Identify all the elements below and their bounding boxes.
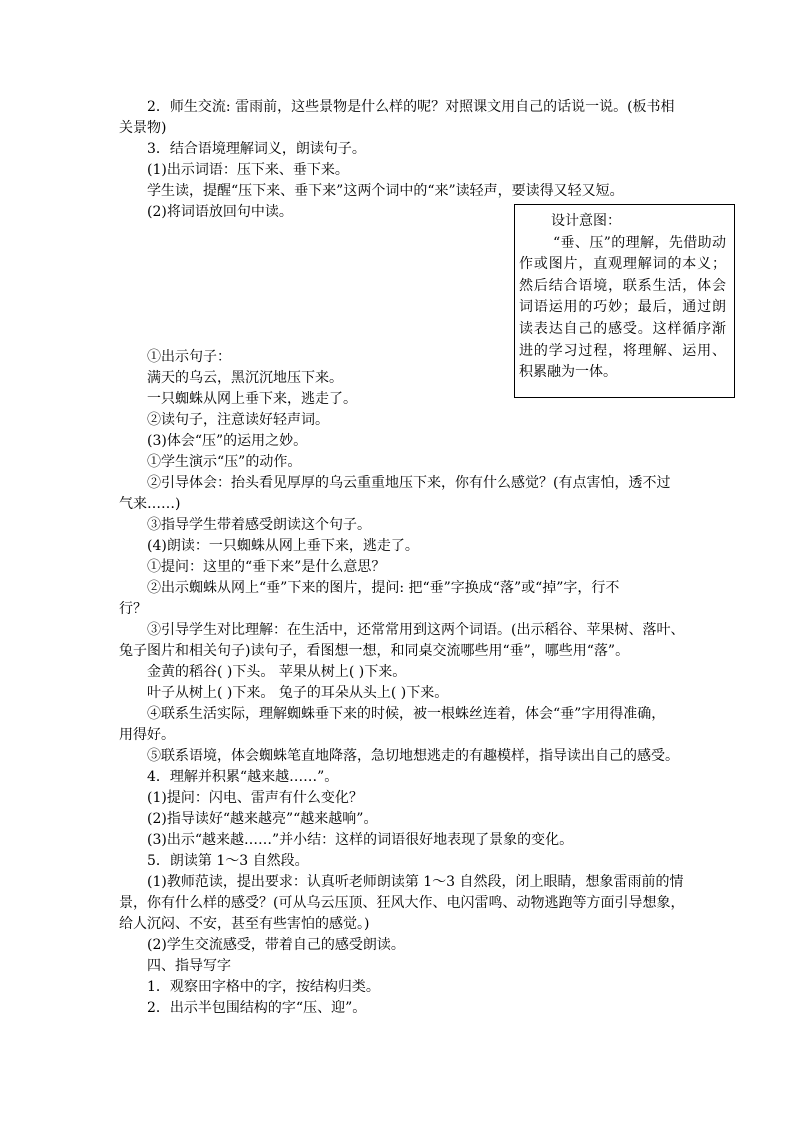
text-line: 5．朗读第 1～3 自然段。	[147, 853, 309, 869]
text-line: (1)提问：闪电、雷声有什么变化？	[147, 790, 363, 806]
text-line: ②出示蜘蛛从网上“垂”下来的图片，提问: 把“垂”字换成“落”或“掉”字，行不	[147, 580, 620, 596]
text-line: ②读句子，注意读好轻声词。	[147, 412, 329, 428]
text-line: 3．结合语境理解词义，朗读句子。	[147, 141, 366, 157]
text-line: 4．理解并积累“越来越……”。	[147, 769, 339, 785]
design-intent-title: 设计意图：	[551, 213, 621, 229]
text-line: 满天的乌云，黑沉沉地压下来。	[147, 370, 343, 386]
text-line: ①出示句子：	[147, 349, 231, 365]
text-line: ①学生演示“压”的动作。	[147, 454, 302, 470]
text-line: 景，你有什么样的感受？(可从乌云压顶、狂风大作、电闪雷鸣、动物逃跑等方面引导想象，	[119, 895, 685, 911]
text-line: ①提问：这里的“垂下来”是什么意思？	[147, 559, 386, 575]
text-line: 一只蜘蛛从网上垂下来，逃走了。	[147, 391, 357, 407]
text-line: (4)朗读：一只蜘蛛从网上垂下来，逃走了。	[147, 538, 419, 554]
text-line: 行？	[119, 601, 147, 617]
text-line: 兔子图片和相关句子)读句子，看图想一想，和同桌交流哪些用“垂”，哪些用“落”。	[119, 643, 630, 659]
section-heading: 四、指导写字	[147, 958, 231, 974]
text-line: 气来……)	[119, 496, 181, 512]
text-line: ④联系生活实际，理解蜘蛛垂下来的时候，被一根蛛丝连着，体会“垂”字用得准确，	[147, 706, 666, 722]
text-line: 关景物)	[119, 120, 167, 136]
text-line: (3)体会“压”的运用之妙。	[147, 433, 308, 449]
text-line: (1)出示词语：压下来、垂下来。	[147, 162, 349, 178]
text-line: ③指导学生带着感受朗读这个句子。	[147, 517, 371, 533]
text-line: (2)将词语放回句中读。	[147, 204, 293, 220]
fill-blank-line: 叶子从树上( )下来。 兔子的耳朵从头上( )下来。	[147, 685, 449, 701]
text-line: (2)指导读好“越来越亮”“越来越响”。	[147, 811, 378, 827]
text-line: 学生读，提醒“压下来、垂下来”这两个词中的“来”读轻声，要读得又轻又短。	[147, 183, 624, 199]
text-line: (3)出示“越来越……”并小结：这样的词语很好地表现了景象的变化。	[147, 832, 574, 848]
text-line: 给人沉闷、不安，甚至有些害怕的感觉。)	[119, 916, 370, 932]
text-line: ⑤联系语境，体会蜘蛛笔直地降落，急切地想逃走的有趣模样，指导读出自己的感受。	[147, 748, 679, 764]
fill-blank-line: 金黄的稻谷( )下头。 苹果从树上( )下来。	[147, 664, 407, 680]
text-line: 2．师生交流: 雷雨前，这些景物是什么样的呢？对照课文用自己的话说一说。(板书相	[147, 99, 675, 115]
design-intent-box	[514, 204, 735, 398]
text-line: 2．出示半包围结构的字“压、迎”。	[147, 1000, 367, 1016]
text-line: (2)学生交流感受，带着自己的感受朗读。	[147, 937, 405, 953]
text-line: ③引导学生对比理解：在生活中，还常常用到这两个词语。(出示稻谷、苹果树、落叶、	[147, 622, 685, 638]
design-intent-body: “垂、压”的理解，先借助动作或图片，直观理解词的本义；然后结合语境，联系生活，体会词语运用的巧妙；最后，通过朗读表达自己的感受。这样循序渐进的学习过程，将理解、运用、积累融为一体。	[519, 234, 726, 381]
text-line: ②引导体会：抬头看见厚厚的乌云重重地压下来，你有什么感觉？(有点害怕，透不过	[147, 475, 671, 491]
text-line: (1)教师范读，提出要求：认真听老师朗读第 1～3 自然段，闭上眼睛，想象雷雨前的情	[147, 874, 684, 890]
text-line: 用得好。	[119, 727, 175, 743]
text-line: 1．观察田字格中的字，按结构归类。	[147, 979, 380, 995]
